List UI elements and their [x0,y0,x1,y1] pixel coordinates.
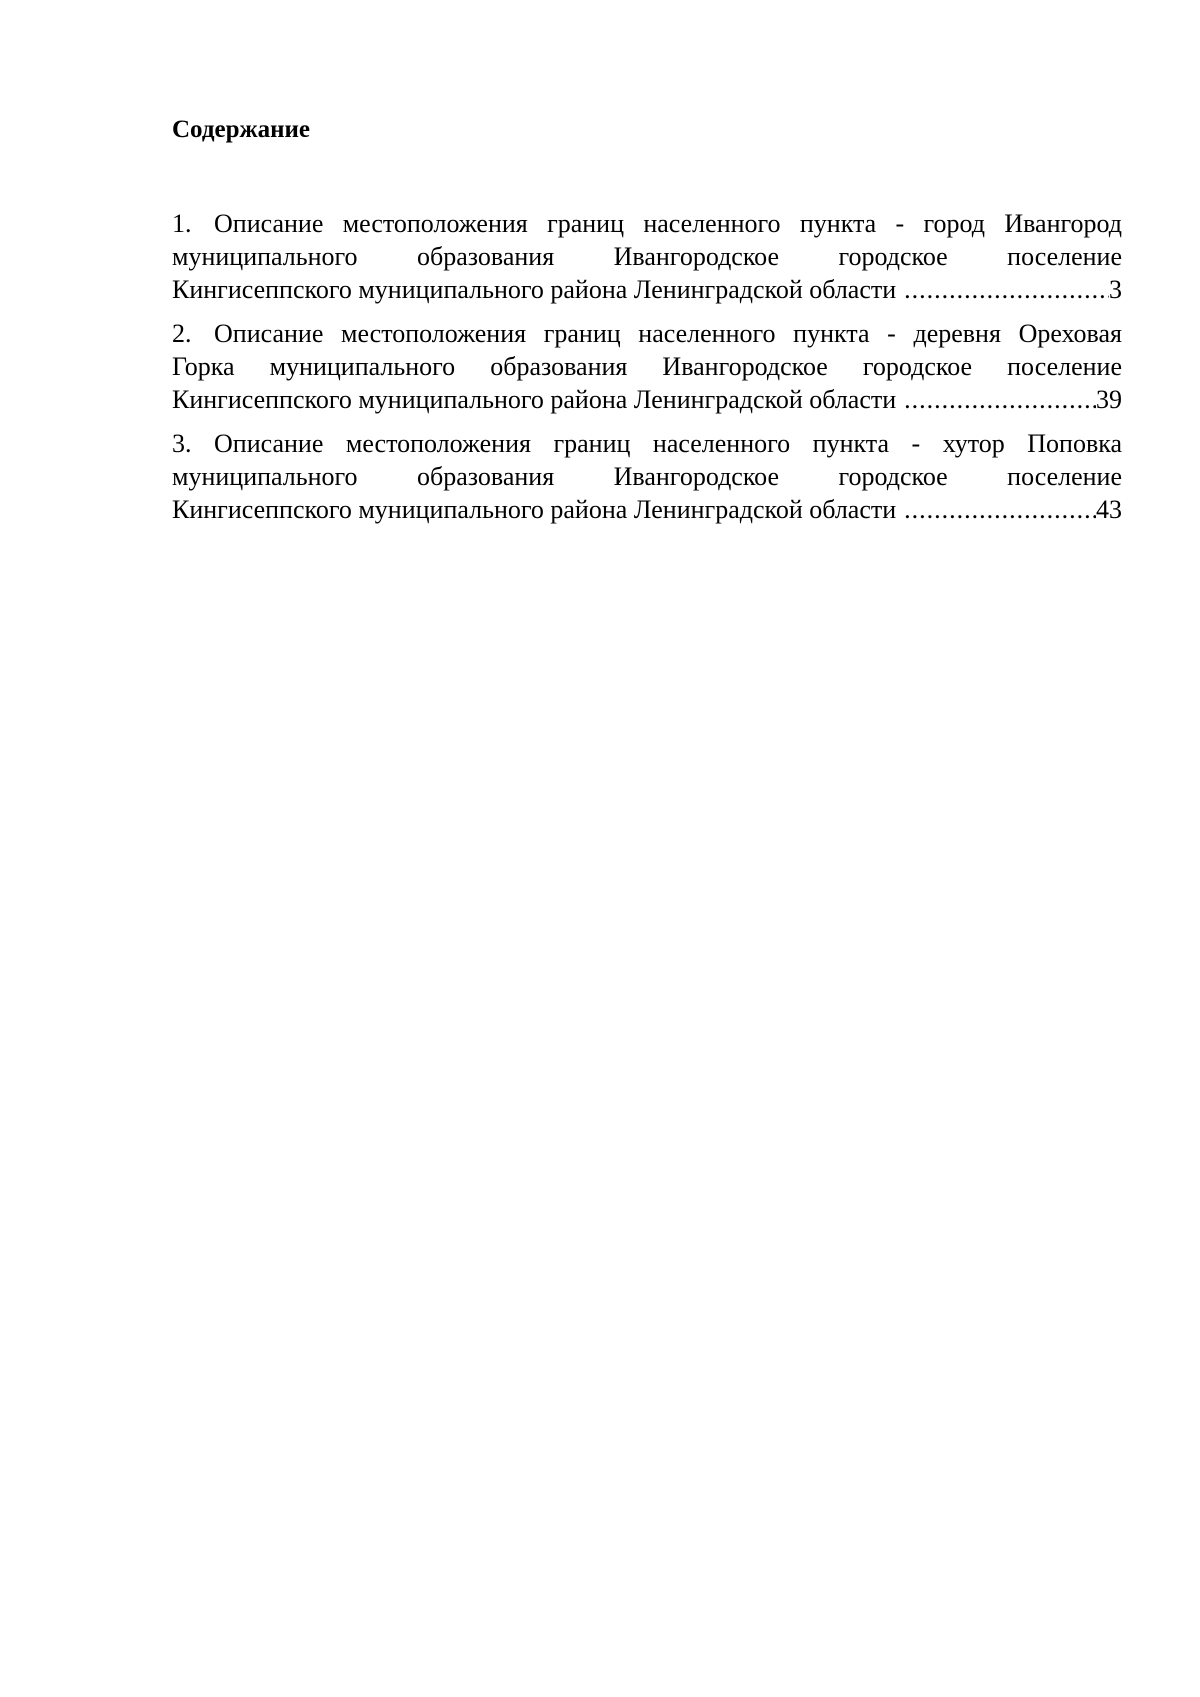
toc-entry-line [172,317,1122,350]
toc-entry-text: Описание местоположения границ населенного пункта - хутор Поповка [214,429,1122,458]
toc-entry-line [172,273,1122,306]
toc-entry-text: Кингисеппского муниципального района Ленинградской области [172,385,897,414]
toc-entry-line [172,493,1122,526]
toc-page-number: 43 [1096,495,1122,524]
toc-entry-text: Описание местоположения границ населенного пункта - деревня Ореховая [214,319,1122,348]
toc-entry-text: Кингисеппского муниципального района Ленинградской области [172,275,897,304]
toc-page-number: 3 [1109,275,1122,304]
toc-entry-text: Кингисеппского муниципального района Ленинградской области [172,495,897,524]
toc-entry-number: 2. [172,319,192,348]
toc-leader-dots [896,273,1109,306]
toc-leader-dots [896,383,1096,416]
toc-entry-line: муниципального образования Ивангородское городское поселение [172,242,1122,271]
toc-entry-line [172,207,1122,240]
toc-entry-number: 3. [172,429,192,458]
toc-page-number: 39 [1096,385,1122,414]
toc-entry-3[interactable] [172,427,1122,526]
toc-entry-1[interactable] [172,207,1122,306]
toc-heading: Содержание [172,116,311,143]
toc-entry-number: 1. [172,209,192,238]
toc-entry-line [172,383,1122,416]
toc-entry-line: Горка муниципального образования Ивангородское городское поселение [172,352,1122,381]
table-of-contents [172,207,1122,537]
toc-entry-line: муниципального образования Ивангородское городское поселение [172,462,1122,491]
toc-entry-2[interactable] [172,317,1122,416]
toc-entry-line [172,427,1122,460]
toc-leader-dots [896,493,1096,526]
toc-entry-text: Описание местоположения границ населенного пункта - город Ивангород [214,209,1122,238]
